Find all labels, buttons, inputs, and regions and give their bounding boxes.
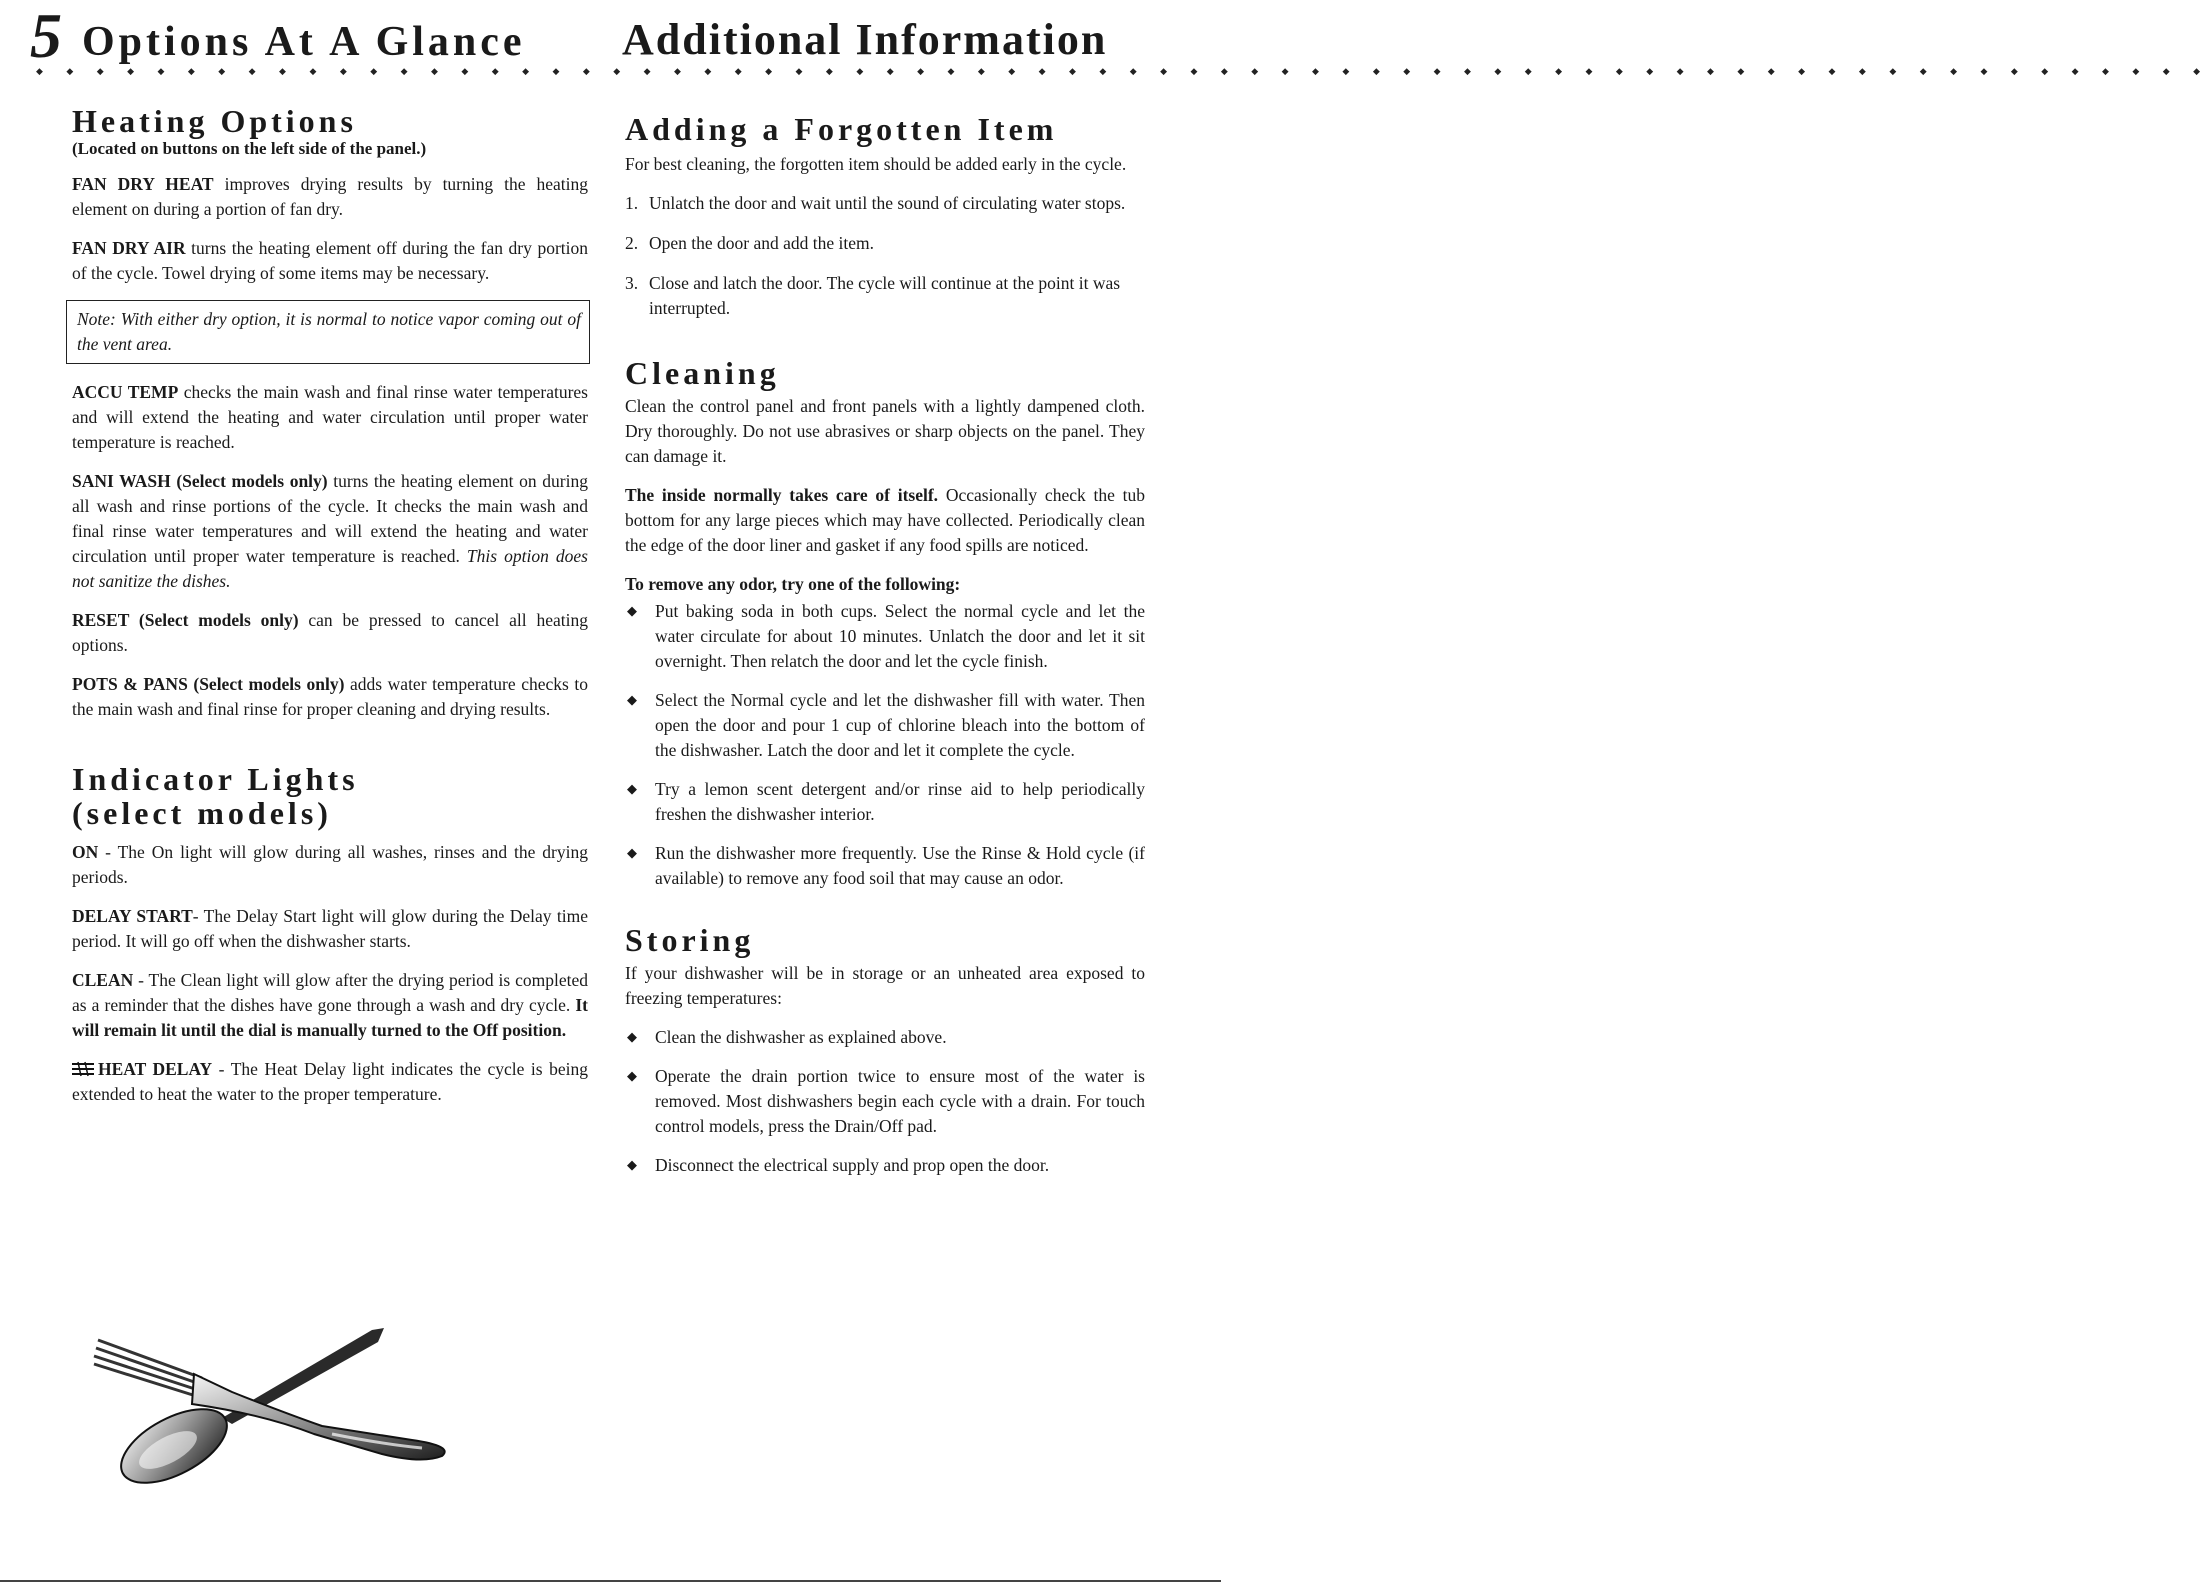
- indicator-lights-title: [72, 762, 588, 830]
- heating-options-subtitle: (Located on buttons on the left side of the panel.): [72, 139, 427, 158]
- on-light-paragraph: [72, 840, 588, 890]
- list-item-text: Put baking soda in both cups. Select the normal cycle and let the water circulate for about 10 minutes. Unlatch the door and let it sit overnight. Then relatch the door and let the cycle finish.: [655, 601, 1145, 671]
- clean-light-remains-lit: It will remain lit until the dial is manually turned to the Off position.: [72, 995, 588, 1040]
- diamond-bullet-icon: ◆: [627, 693, 637, 708]
- accu-temp-label: ACCU TEMP: [72, 382, 179, 402]
- storing-title: Storing: [625, 922, 755, 958]
- heat-delay-icon: [72, 1062, 94, 1076]
- cleaning-inside-text: Occasionally check the tub bottom for any large pieces which may have collected. Periodically clean the edge of the door liner and gasket if any food spills are noticed.: [625, 485, 1145, 555]
- on-light-label: ON: [72, 842, 99, 862]
- step-number: 1.: [625, 193, 639, 213]
- list-item-text: Try a lemon scent detergent and/or rinse aid to help periodically freshen the dishwasher interior.: [655, 779, 1145, 824]
- delay-start-label: DELAY START: [72, 906, 193, 926]
- list-item: [625, 688, 1145, 763]
- page-header: [30, 0, 1210, 71]
- diamond-bullet-icon: ◆: [627, 1030, 637, 1045]
- heating-options-title: Heating Options: [72, 103, 357, 139]
- diamond-bullet-icon: ◆: [627, 604, 637, 619]
- clean-light-text: - The Clean light will glow after the drying period is completed as a reminder that the dishes have gone through a wash and dry cycle.: [72, 970, 588, 1015]
- step-item: [625, 271, 1145, 321]
- right-column: [625, 112, 1145, 1192]
- diamond-bullet-icon: ◆: [627, 782, 637, 797]
- cleaning-inside-paragraph: [625, 483, 1145, 558]
- step-item: [625, 231, 1145, 256]
- clean-light-paragraph: [72, 968, 588, 1043]
- odor-heading: To remove any odor, try one of the following:: [625, 574, 961, 594]
- heat-delay-paragraph: [72, 1057, 588, 1107]
- step-text: Close and latch the door. The cycle will continue at the point it was interrupted.: [649, 273, 1121, 318]
- step-number: 2.: [625, 233, 639, 253]
- on-light-text: - The On light will glow during all washes, rinses and the drying periods.: [72, 842, 588, 887]
- right-page-title: Additional Information: [622, 15, 1108, 64]
- left-column: [72, 104, 588, 1121]
- heat-delay-label: HEAT DELAY: [98, 1059, 213, 1079]
- indicator-lights-title-line1: Indicator Lights: [72, 761, 359, 797]
- sani-wash-disclaimer: This option does not sanitize the dishes.: [72, 546, 588, 591]
- delay-start-text: - The Delay Start light will glow during the Delay time period. It will go off when the dishwasher starts.: [72, 906, 588, 951]
- fork-spoon-illustration: [82, 1322, 462, 1482]
- left-page-title: Options At A Glance: [82, 19, 526, 65]
- list-item: [625, 599, 1145, 674]
- diamond-bullet-icon: ◆: [627, 1158, 637, 1173]
- sani-wash-label: SANI WASH (Select models only): [72, 471, 328, 491]
- step-number: 3.: [625, 273, 639, 293]
- pots-pans-label: POTS & PANS (Select models only): [72, 674, 345, 694]
- forgotten-item-title: Adding a Forgotten Item: [625, 111, 1058, 147]
- list-item: [625, 841, 1145, 891]
- fan-dry-heat-label: FAN DRY HEAT: [72, 174, 214, 194]
- page-number: 5: [30, 0, 62, 71]
- reset-paragraph: [72, 608, 588, 658]
- forgotten-item-steps: [625, 191, 1145, 321]
- list-item: [625, 1153, 1145, 1178]
- fan-dry-air-text: turns the heating element off during the fan dry portion of the cycle. Towel drying of some items may be necessary.: [72, 238, 588, 283]
- sani-wash-text: turns the heating element on during all wash and rinse portions of the cycle. It checks the main wash and final rinse water temperatures and will extend the heating and water circulation until proper water temperature is reached.: [72, 471, 588, 566]
- storing-steps-list: [625, 1025, 1145, 1178]
- step-item: [625, 191, 1145, 216]
- fan-dry-heat-paragraph: [72, 172, 588, 222]
- reset-label: RESET (Select models only): [72, 610, 299, 630]
- pots-pans-text: adds water temperature checks to the main wash and final rinse for proper cleaning and drying results.: [72, 674, 588, 719]
- forgotten-item-intro: For best cleaning, the forgotten item should be added early in the cycle.: [625, 154, 1127, 174]
- storing-intro: If your dishwasher will be in storage or an unheated area exposed to freezing temperatures:: [625, 963, 1145, 1008]
- diamond-bullet-icon: ◆: [627, 1069, 637, 1084]
- diamond-bullet-icon: ◆: [627, 846, 637, 861]
- list-item: [625, 777, 1145, 827]
- step-text: Open the door and add the item.: [649, 233, 875, 253]
- list-item: [625, 1064, 1145, 1139]
- list-item-text: Operate the drain portion twice to ensure most of the water is removed. Most dishwashers begin each cycle with a drain. For touch control models, press the Drain/Off pad.: [655, 1066, 1145, 1136]
- odor-tips-list: [625, 599, 1145, 891]
- cleaning-panel-paragraph: Clean the control panel and front panels with a lightly dampened cloth. Dry thoroughly. Do not use abrasives or sharp objects on the panel. They can damage it.: [625, 396, 1145, 466]
- vent-vapor-note: Note: With either dry option, it is normal to notice vapor coming out of the vent area.: [66, 300, 590, 364]
- indicator-lights-title-line2: (select models): [72, 795, 332, 831]
- bottom-rule: [0, 1580, 1221, 1582]
- delay-start-paragraph: [72, 904, 588, 954]
- fan-dry-air-label: FAN DRY AIR: [72, 238, 186, 258]
- reset-text: can be pressed to cancel all heating options.: [72, 610, 588, 655]
- list-item-text: Run the dishwasher more frequently. Use the Rinse & Hold cycle (if available) to remove any food soil that may cause an odor.: [655, 843, 1145, 888]
- step-text: Unlatch the door and wait until the sound of circulating water stops.: [649, 193, 1126, 213]
- cleaning-inside-lead: The inside normally takes care of itself.: [625, 485, 939, 505]
- list-item-text: Clean the dishwasher as explained above.: [655, 1027, 947, 1047]
- diamond-divider: ◆ ◆ ◆ ◆ ◆ ◆ ◆ ◆ ◆ ◆ ◆ ◆ ◆ ◆ ◆ ◆ ◆ ◆ ◆ ◆ ◆ ◆ ◆ ◆ ◆ ◆ ◆ ◆ ◆ ◆ ◆ ◆ ◆ ◆ ◆ ◆ ◆ ◆ ◆ ◆ ◆ ◆ ◆ ◆ ◆ ◆ ◆ ◆ ◆ ◆ ◆ ◆ ◆ ◆ ◆ ◆ ◆ ◆ ◆ ◆ ◆ ◆ ◆ ◆ ◆ ◆ ◆ ◆ ◆ ◆ ◆ ◆: [36, 67, 2210, 77]
- clean-light-label: CLEAN: [72, 970, 134, 990]
- sani-wash-paragraph: [72, 469, 588, 594]
- fan-dry-air-paragraph: [72, 236, 588, 286]
- pots-pans-paragraph: [72, 672, 588, 722]
- accu-temp-paragraph: [72, 380, 588, 455]
- cleaning-title: Cleaning: [625, 355, 780, 391]
- heat-delay-text: - The Heat Delay light indicates the cycle is being extended to heat the water to the proper temperature.: [72, 1059, 588, 1104]
- fan-dry-heat-text: improves drying results by turning the heating element on during a portion of fan dry.: [72, 174, 588, 219]
- list-item: [625, 1025, 1145, 1050]
- list-item-text: Select the Normal cycle and let the dishwasher fill with water. Then open the door and pour 1 cup of chlorine bleach into the bottom of the dishwasher. Latch the door and let it complete the cycle.: [655, 690, 1145, 760]
- accu-temp-text: checks the main wash and final rinse water temperatures and will extend the heating and water circulation until proper water temperature is reached.: [72, 382, 588, 452]
- list-item-text: Disconnect the electrical supply and prop open the door.: [655, 1155, 1050, 1175]
